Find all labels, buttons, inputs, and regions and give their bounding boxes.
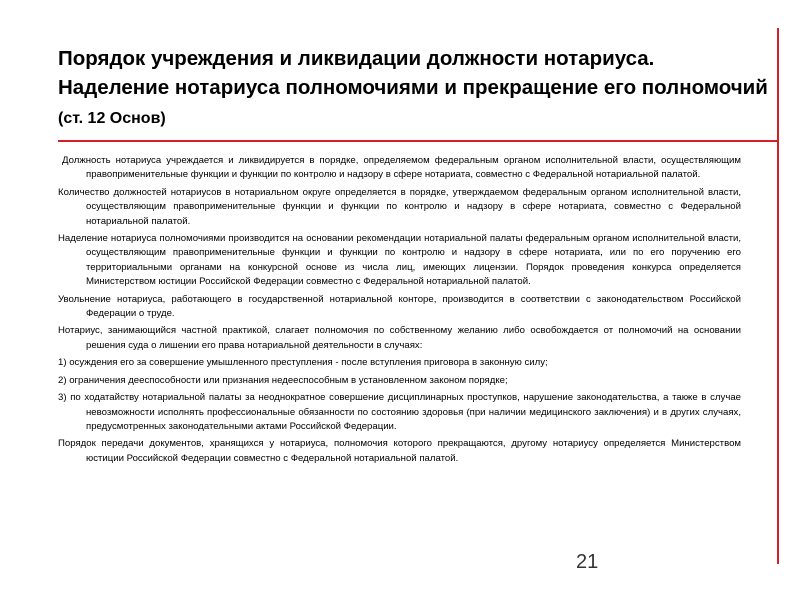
title-article-ref: (ст. 12 Основ)	[58, 110, 166, 127]
page-number: 21	[576, 551, 599, 573]
paragraph-dismissal: Увольнение нотариуса, работающего в государственной нотариальной конторе, производится в соответствии с законодательством Российской Федерации о труде.	[58, 293, 741, 320]
list-item-2: 2) ограничения дееспособности или признания недееспособным в установленном законом порядке;	[58, 374, 508, 386]
accent-horizontal-line	[58, 140, 779, 142]
list-item-3: 3) по ходатайству нотариальной палаты за неоднократное совершение дисциплинарных проступков, нарушение законодательства, а также в случае невозможности исполнять профессиональные обязанности по состоянию здоровья (при наличии медицинского заключения) и в других случаях, предусмотренных законодательными актами Российской Федерации.	[58, 392, 741, 432]
list-item-1: 1) осуждения его за совершение умышленного преступления - после вступления приговора в законную силу;	[58, 357, 548, 369]
paragraph-number-of-positions: Количество должностей нотариусов в нотариальном округе определяется в порядке, утверждаемом федеральным органом исполнительной власти, осуществляющим правоприменительные функции и функции по контролю и надзору в сфере нотариата, совместно с Федеральной нотариальной палатой.	[58, 186, 741, 227]
accent-vertical-line	[777, 28, 779, 564]
slide-title	[58, 44, 768, 133]
slide-body	[58, 154, 741, 469]
paragraph-private-notary-termination: Нотариус, занимающийся частной практикой, слагает полномочия по собственному желанию либо освобождается от полномочий на основании решения суда о лишении его права нотариальной деятельности в случаях:	[58, 325, 741, 351]
paragraph-establishment: Должность нотариуса учреждается и ликвидируется в порядке, определяемом федеральным органом исполнительной власти, осуществляющим правоприменительные функции и функции по контролю и надзору в сфере нотариата, совместно с Федеральной нотариальной палатой.	[62, 155, 741, 181]
paragraph-appointment: Наделение нотариуса полномочиями производится на основании рекомендации нотариальной палаты федеральным органом исполнительной власти, осуществляющим правоприменительные функции и функции по контролю и надзору в сфере нотариата, или по его поручению его территориальными органами на конкурсной основе из числа лиц, имеющих лицензии. Порядок проведения конкурса определяется Министерством юстиции Российской Федерации совместно с Федеральной нотариальной палатой.	[58, 233, 741, 288]
title-main: Порядок учреждения и ликвидации должности нотариуса. Наделение нотариуса полномочиями и прекращение его полномочий	[58, 47, 768, 99]
paragraph-document-transfer: Порядок передачи документов, хранящихся у нотариуса, полномочия которого прекращаются, другому нотариусу определяется Министерством юстиции Российской Федерации совместно с Федеральной нотариальной палатой.	[58, 438, 741, 464]
